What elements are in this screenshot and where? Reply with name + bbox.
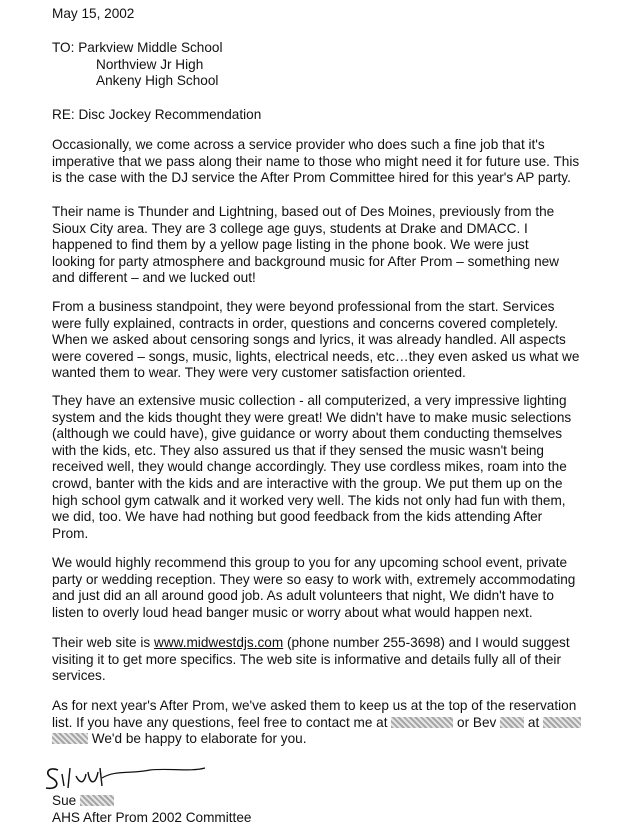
letter-date: May 15, 2002 [52, 6, 135, 21]
signer-name: Sue [52, 793, 77, 808]
website-link[interactable]: www.midwestdjs.com [154, 635, 284, 650]
redacted-phone [391, 717, 453, 728]
recipient: Northview Jr High [96, 56, 204, 72]
signature-block [52, 793, 622, 826]
paragraph-about: Their name is Thunder and Lightning, based out of Des Moines, previously from the Sioux City area. They are 3 college age guys, students at Drake and DMACC. I happened to find them by a yellow page listing in the phone book. We were just looking for party atmosphere and background music for After Prom – something new and different – and we lucked out! [52, 204, 560, 286]
handwritten-signature [40, 760, 210, 796]
redacted-name [500, 717, 524, 728]
re-label: RE: [52, 107, 75, 122]
to-label: TO: [52, 40, 75, 55]
paragraph-business: From a business standpoint, they were beyond professional from the start. Services were fully explained, contracts in order, questions and concerns covered completely. When we asked about censoring songs and lyrics, it was already handled. All aspects were covered – songs, music, lights, electrical needs, etc…they even asked us what we wanted them to wear. They were very customer satisfaction oriented. [52, 299, 580, 381]
paragraph-equipment: They have an extensive music collection - all computerized, a very impressive lighting system and the kids thought they were great! We didn't have to make music selections (although we could have), give guidance or worry about them conducting themselves with the kids, etc. They also assured us that if they sensed the music wasn't being received well, they would change accordingly. They use cordless mikes, roam into the crowd, banter with the kids and are interactive with the group. We put them up on the high school gym catwalk and it worked very well. The kids not only had fun with them, we did, too. We have had nothing but good feedback from the kids attending After Prom. [52, 393, 572, 541]
subject-text: Disc Jockey Recommendation [78, 107, 262, 122]
recipient: Parkview Middle School [78, 40, 223, 55]
committee-name: AHS After Prom 2002 Committee [52, 809, 252, 825]
paragraph-website: Their web site is www.midwestdjs.com (phone number 255-3698) and I would suggest visiting it to get more specifics. The web site is informative and details fully all of their services. [52, 635, 570, 684]
recipients-block [52, 40, 622, 90]
paragraph-closing: As for next year's After Prom, we've asked them to keep us at the top of the reservation list. If you have any questions, feel free to contact me at or Bev at We'd be happy to elaborate for you. [52, 698, 622, 748]
redacted-phone [52, 733, 88, 744]
redacted-surname [80, 795, 114, 806]
recipient: Ankeny High School [96, 73, 219, 89]
recipient-line [52, 40, 622, 57]
paragraph-recommendation: We would highly recommend this group to you for any upcoming school event, private party or wedding reception. They were so easy to work with, extremely accommodating and just did an all around good job. As adult volunteers that night, We didn't have to listen to overly loud head banger music or worry about what would happen next. [52, 555, 576, 620]
redacted-phone [543, 717, 581, 728]
subject-line [52, 107, 622, 124]
paragraph-intro: Occasionally, we come across a service provider who does such a fine job that it's imperative that we pass along their name to those who might need it for future use. This is the case with the DJ service the After Prom Committee hired for this year's AP party. [52, 137, 580, 186]
